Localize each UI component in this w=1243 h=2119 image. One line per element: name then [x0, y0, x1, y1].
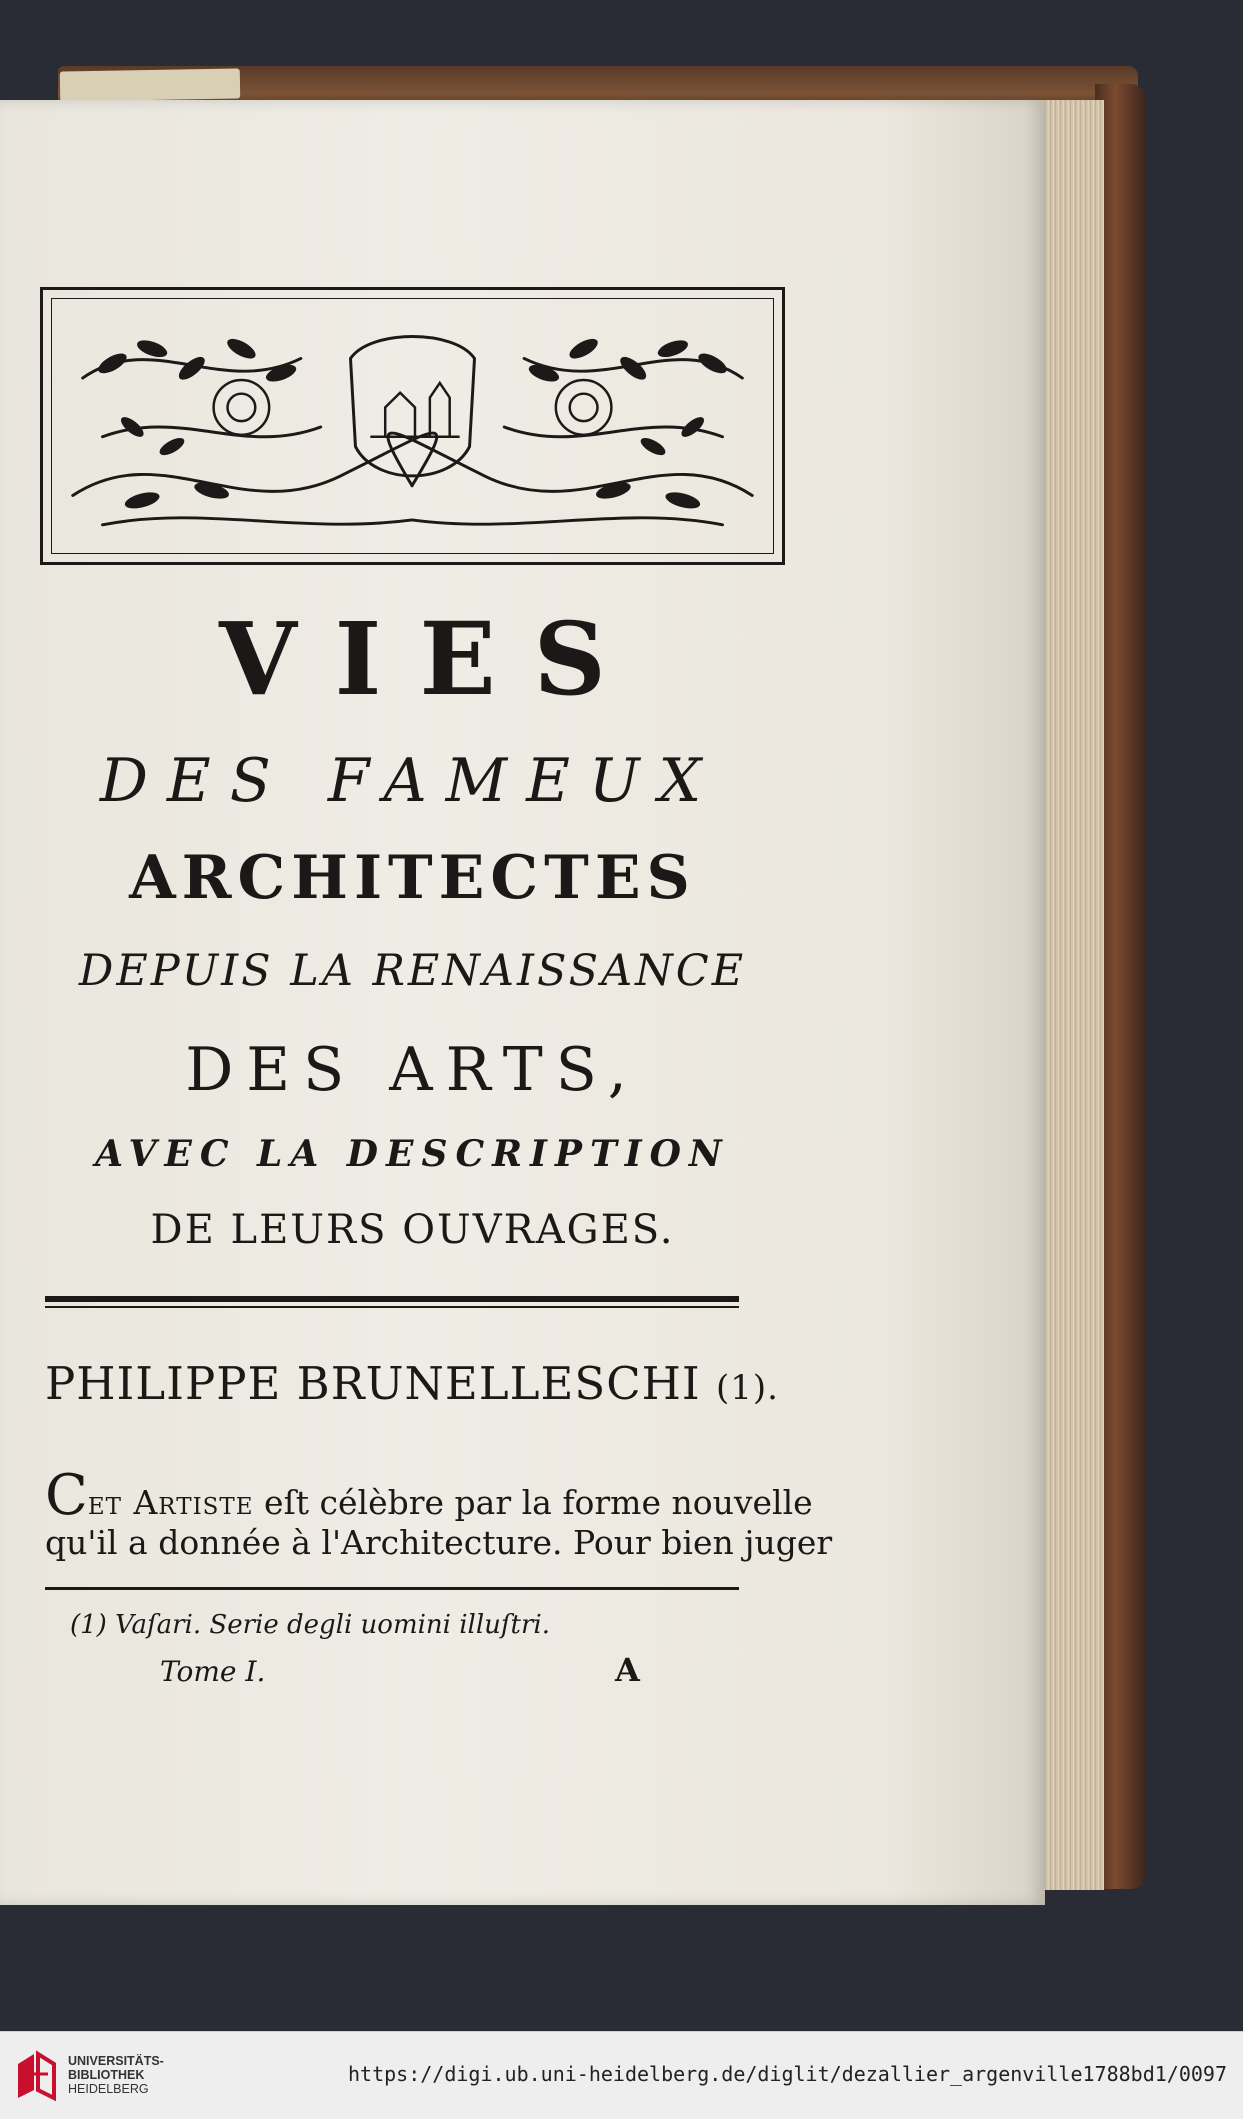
permalink-url[interactable]: https://digi.ub.uni-heidelberg.de/diglit/dezallier_argenville1788bd1/0097 — [348, 2062, 1227, 2086]
library-name — [68, 2054, 164, 2096]
library-name-line-1: UNIVERSITÄTS- — [68, 2054, 164, 2068]
drop-cap: C — [45, 1463, 88, 1528]
signature-mark: A — [615, 1651, 640, 1689]
chapter-title: PHILIPPE BRUNELLESCHI — [45, 1357, 701, 1410]
tome-label: Tome I. — [160, 1655, 266, 1688]
title-depuis-la-renaissance: DEPUIS LA RENAISSANCE — [78, 946, 747, 996]
library-name-line-3: HEIDELBERG — [68, 2082, 149, 2096]
title-des-arts: DES ARTS, — [185, 1035, 640, 1105]
spine-label — [60, 68, 240, 101]
floral-headpiece-ornament — [40, 287, 785, 565]
body-line-1 — [45, 1463, 813, 1528]
chapter-footnote-ref: (1). — [715, 1368, 779, 1408]
chapter-heading — [45, 1357, 779, 1410]
library-name-line-2: BIBLIOTHEK — [68, 2068, 145, 2082]
body-line-2: qu'il a donnée à l'Architecture. Pour bien juger — [45, 1523, 833, 1562]
title-avec-la-description: AVEC LA DESCRIPTION — [95, 1133, 730, 1175]
page-block-edges — [1040, 100, 1104, 1890]
library-footer-bar — [0, 2031, 1243, 2119]
title-des-fameux: DES FAMEUX — [99, 746, 721, 816]
double-rule-divider — [45, 1296, 739, 1310]
footnote: (1) Vaſari. Serie degli uomini illuſtri. — [70, 1610, 551, 1640]
title-vies: VIES — [219, 600, 644, 718]
body-smallcaps: et Artiste — [87, 1483, 254, 1522]
footnote-rule — [45, 1587, 739, 1590]
title-de-leurs-ouvrages: DE LEURS OUVRAGES. — [150, 1207, 675, 1253]
title-architectes: ARCHITECTES — [129, 843, 696, 913]
ornament-foliage-icon — [43, 290, 782, 562]
body-line-1-text: eſt célèbre par la forme nouvelle — [253, 1483, 813, 1522]
ub-heidelberg-logo-icon[interactable] — [12, 2050, 60, 2102]
